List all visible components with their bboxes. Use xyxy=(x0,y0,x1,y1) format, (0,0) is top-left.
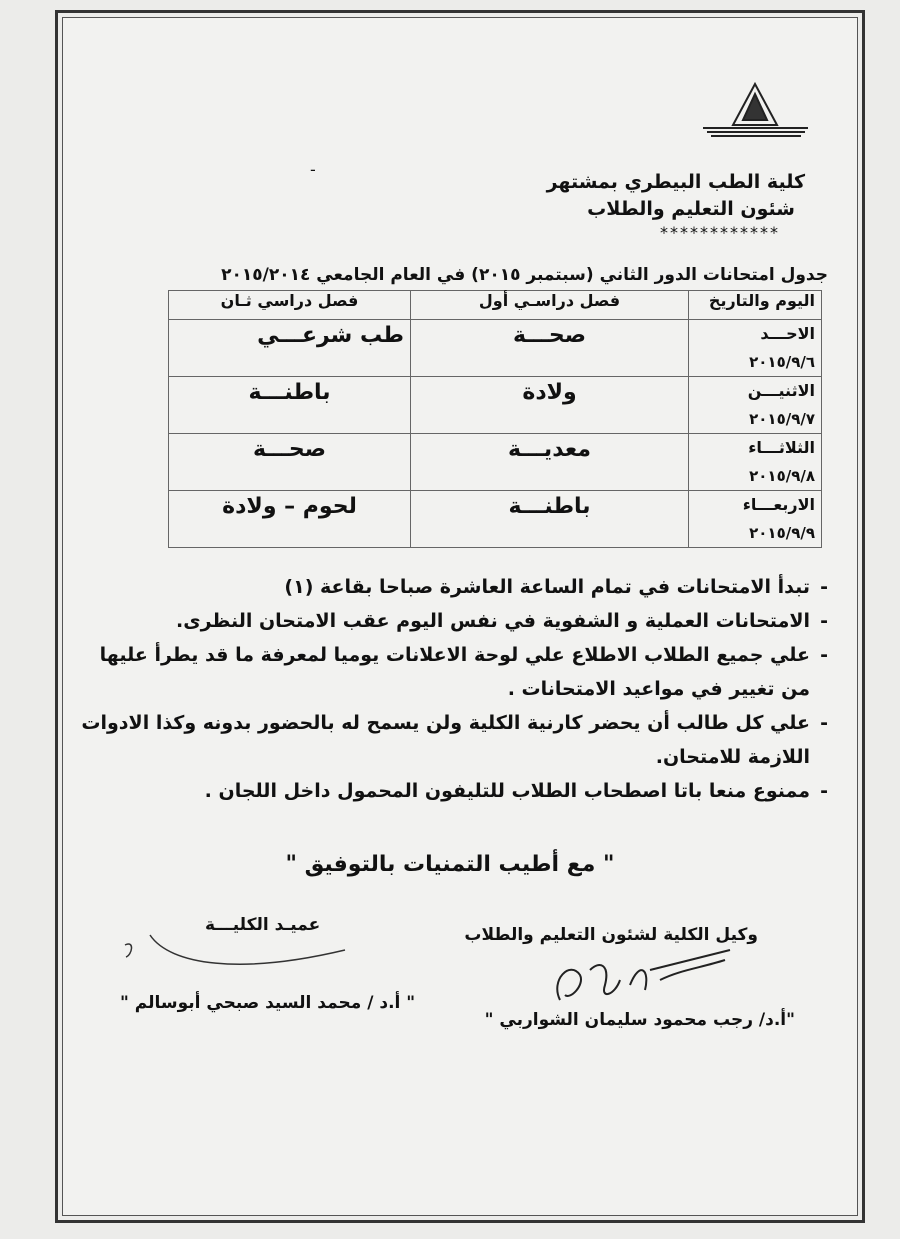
semester-1-subject: صحـــة xyxy=(411,320,689,377)
exam-schedule-table xyxy=(168,290,822,548)
dean-signature xyxy=(120,925,350,980)
dean-name: " أ.د / محمد السيد صبحي أبوسالم " xyxy=(120,993,416,1013)
table-row xyxy=(169,434,822,491)
stray-mark: - xyxy=(310,160,316,179)
table-row xyxy=(169,491,822,548)
day-name: الاربعـــاء xyxy=(742,495,815,514)
vice-dean-signature xyxy=(540,940,740,1020)
header-day-date: اليوم والتاريخ xyxy=(689,291,822,320)
list-item: - علي كل طالب أن يحضر كارنية الكلية ولن يسمح له بالحضور بدونه وكذا الادوات اللازمة للامتحان. xyxy=(78,706,828,774)
department-name: شئون التعليم والطلاب xyxy=(587,198,795,220)
list-item: - ممنوع منعا باتا اصطحاب الطلاب للتليفون المحمول داخل اللجان . xyxy=(78,774,828,808)
vice-dean-title: وكيل الكلية لشئون التعليم والطلاب xyxy=(464,925,758,945)
day-cell xyxy=(689,491,822,548)
table-row xyxy=(169,377,822,434)
semester-2-subject: باطنـــة xyxy=(169,377,411,434)
day-cell xyxy=(689,377,822,434)
exam-date: ٢٠١٥/٩/٨ xyxy=(749,467,815,485)
header-semester-1: فصل دراسـي أول xyxy=(411,291,689,320)
exam-notes-list xyxy=(78,570,828,808)
dean-title: عميـد الكليـــة xyxy=(205,915,321,935)
faculty-name: كلية الطب البيطري بمشتهر xyxy=(546,171,805,193)
day-cell xyxy=(689,320,822,377)
table-header-row xyxy=(169,291,822,320)
schedule-title: جدول امتحانات الدور الثاني (سبتمبر ٢٠١٥) في العام الجامعي ٢٠١٥/٢٠١٤ xyxy=(221,265,828,285)
table-row xyxy=(169,320,822,377)
list-item: - الامتحانات العملية و الشفوية في نفس اليوم عقب الامتحان النظرى. xyxy=(78,604,828,638)
semester-1-subject: معديـــة xyxy=(411,434,689,491)
exam-date: ٢٠١٥/٩/٧ xyxy=(749,410,815,428)
day-name: الثلاثـــاء xyxy=(748,438,815,457)
vice-dean-name: "أ.د/ رجب محمود سليمان الشواربي " xyxy=(484,1010,795,1030)
list-item: - تبدأ الامتحانات في تمام الساعة العاشرة صباحا بقاعة (١) xyxy=(78,570,828,604)
day-name: الاثنيـــن xyxy=(747,381,815,400)
exam-date: ٢٠١٥/٩/٦ xyxy=(749,353,815,371)
header-semester-2: فصل دراسي ثـان xyxy=(169,291,411,320)
closing-wish: " مع أطيب التمنيات بالتوفيق " xyxy=(285,852,615,877)
day-name: الاحـــد xyxy=(760,324,815,343)
day-cell xyxy=(689,434,822,491)
header-stars: ************ xyxy=(660,223,780,242)
semester-1-subject: ولادة xyxy=(411,377,689,434)
semester-2-subject: لحوم – ولادة xyxy=(169,491,411,548)
semester-2-subject: صحـــة xyxy=(169,434,411,491)
exam-date: ٢٠١٥/٩/٩ xyxy=(749,524,815,542)
list-item: - علي جميع الطلاب الاطلاع علي لوحة الاعلانات يوميا لمعرفة ما قد يطرأ عليها من تغيير في مواعيد الامتحانات . xyxy=(78,638,828,706)
semester-2-subject: طب شرعـــي xyxy=(169,320,411,377)
university-logo xyxy=(693,80,813,140)
semester-1-subject: باطنـــة xyxy=(411,491,689,548)
